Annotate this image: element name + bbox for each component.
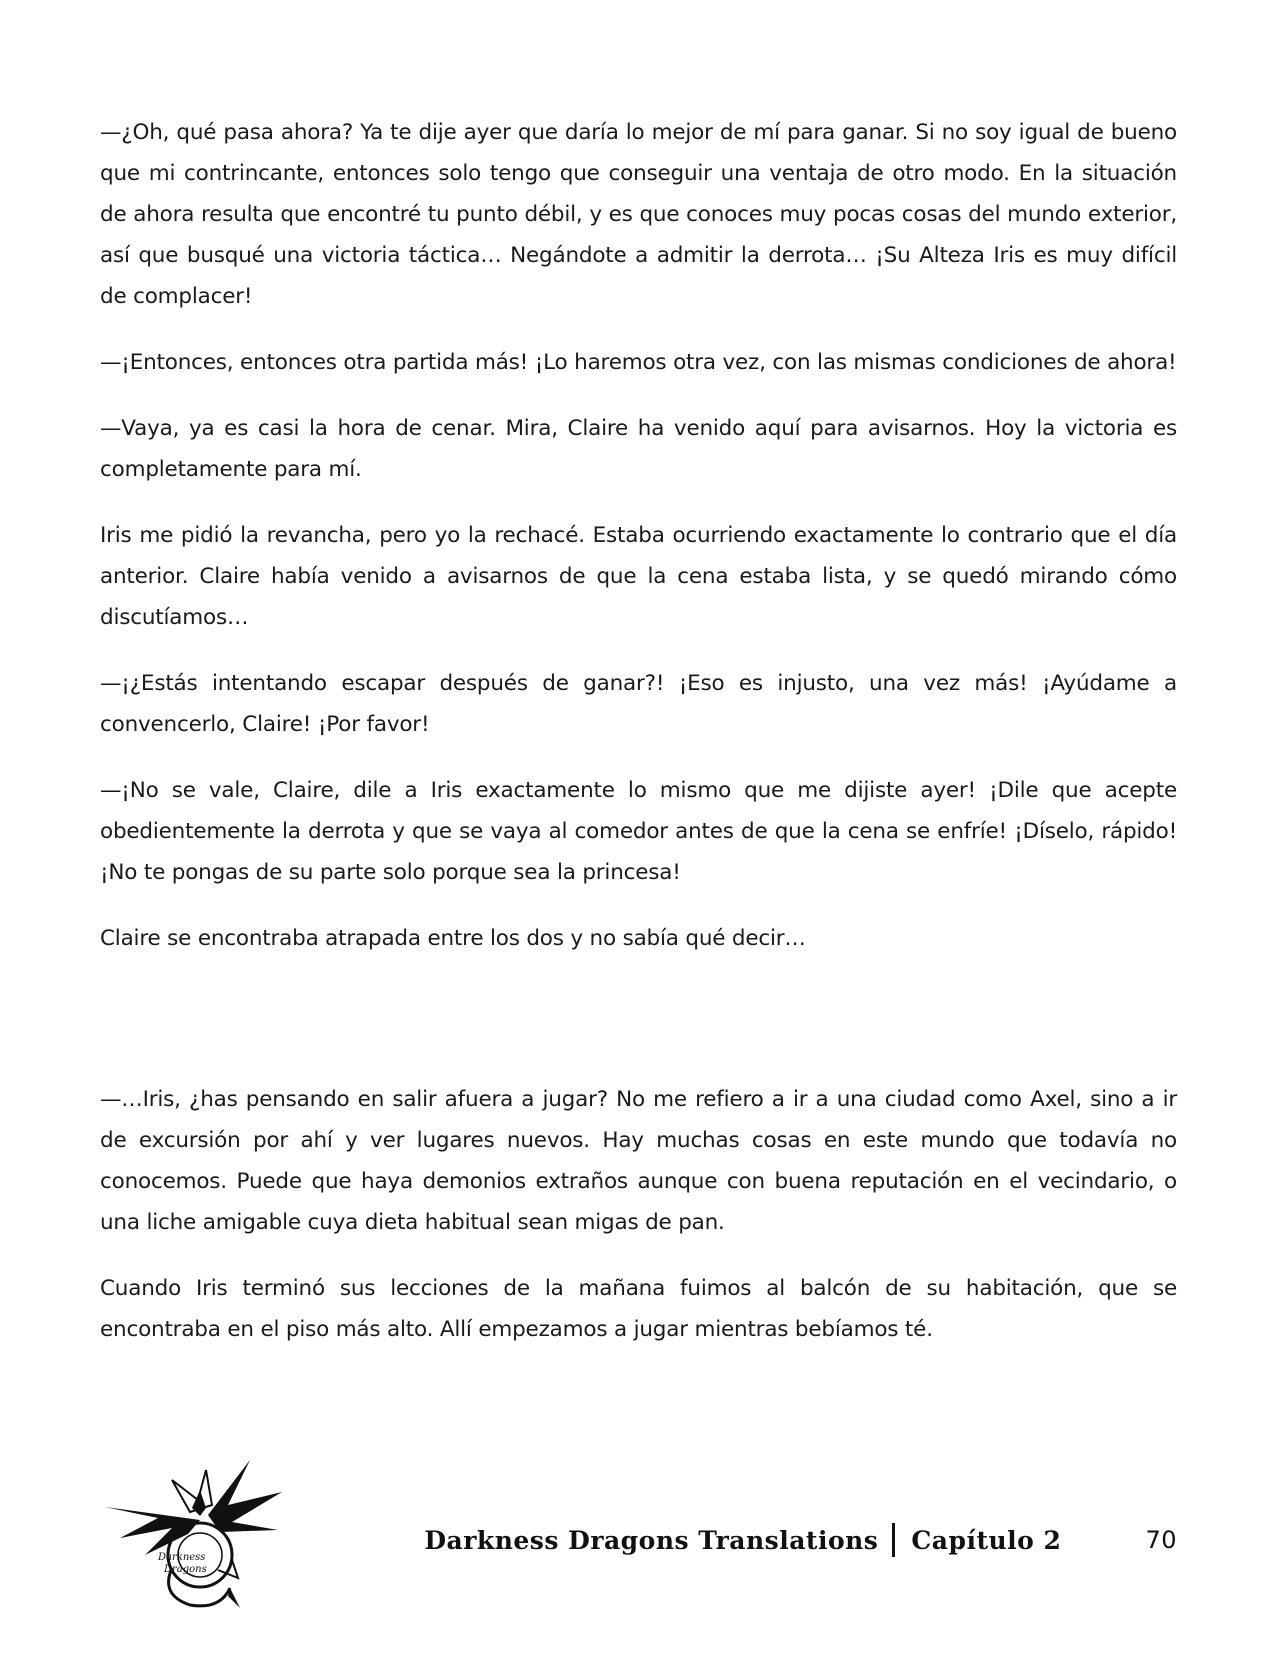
page-footer <box>100 1460 1177 1610</box>
footer-divider <box>892 1523 895 1557</box>
dragon-logo-icon <box>100 1460 300 1610</box>
footer-chapter: Capítulo 2 <box>911 1525 1062 1555</box>
logo-text: Darkness <box>158 1552 206 1563</box>
logo-text: Dragons <box>164 1564 207 1575</box>
paragraph: Claire se encontraba atrapada entre los dos y no sabía qué decir… <box>100 926 806 951</box>
paragraph: Iris me pidió la revancha, pero yo la rechacé. Estaba ocurriendo exactamente lo contrario que el día anterior. Claire había venido a avisarnos de que la cena estaba lista, y se quedó mirando cómo discutíamos… <box>100 523 1177 630</box>
footer-brand: Darkness Dragons Translations <box>424 1525 879 1555</box>
paragraph: —Vaya, ya es casi la hora de cenar. Mira, Claire ha venido aquí para avisarnos. Hoy la victoria es completamente para mí. <box>100 416 1177 482</box>
page-body <box>100 112 1177 1375</box>
scene-break <box>100 984 1177 1079</box>
paragraph: —¡No se vale, Claire, dile a Iris exactamente lo mismo que me dijiste ayer! ¡Dile que acepte obedientemente la derrota y que se vaya al comedor antes de que la cena se enfríe! ¡Díselo, rápido! ¡No te pongas de su parte solo porque sea la princesa! <box>100 778 1177 885</box>
paragraph: —¡Entonces, entonces otra partida más! ¡Lo haremos otra vez, con las mismas condiciones de ahora! <box>100 350 1177 375</box>
paragraph: —¿Oh, qué pasa ahora? Ya te dije ayer que daría lo mejor de mí para ganar. Si no soy igual de bueno que mi contrincante, entonces solo tengo que conseguir una ventaja de otro modo. En la situación de ahora resulta que encontré tu punto débil, y es que conoces muy pocas cosas del mundo exterior, así que busqué una victoria táctica… Negándote a admitir la derrota… ¡Su Alteza Iris es muy difícil de complacer! <box>100 120 1177 309</box>
paragraph: —…Iris, ¿has pensando en salir afuera a jugar? No me refiero a ir a una ciudad como Axel, sino a ir de excursión por ahí y ver lugares nuevos. Hay muchas cosas en este mundo que todavía no conocemos. Puede que haya demonios extraños aunque con buena reputación en el vecindario, o una liche amigable cuya dieta habitual sean migas de pan. <box>100 1087 1177 1235</box>
paragraph: —¡¿Estás intentando escapar después de ganar?! ¡Eso es injusto, una vez más! ¡Ayúdame a convencerlo, Claire! ¡Por favor! <box>100 671 1177 737</box>
footer-caption <box>424 1520 1177 1560</box>
page-number: 70 <box>1145 1526 1177 1554</box>
paragraph: Cuando Iris terminó sus lecciones de la mañana fuimos al balcón de su habitación, que se encontraba en el piso más alto. Allí empezamos a jugar mientras bebíamos té. <box>100 1276 1177 1342</box>
